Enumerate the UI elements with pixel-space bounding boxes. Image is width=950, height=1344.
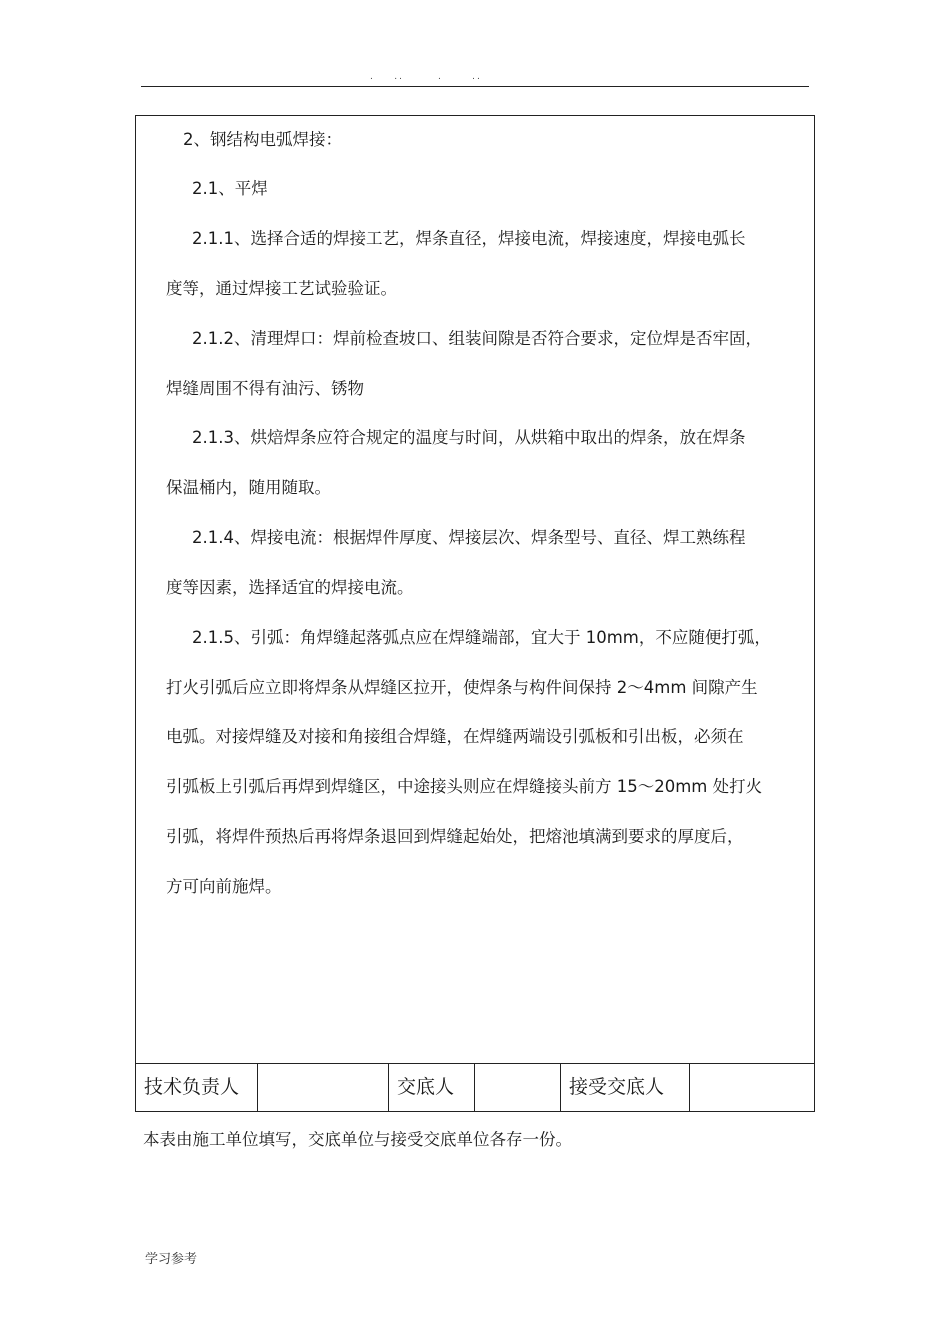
tech-lead-signature-field[interactable] <box>258 1064 389 1112</box>
paragraph-line: 打火引弧后应立即将焊条从焊缝区拉开，使焊条与构件间保持 2～4mm 间隙产生 <box>166 678 758 697</box>
table-footnote: 本表由施工单位填写，交底单位与接受交底单位各存一份。 <box>143 1130 572 1149</box>
signature-row <box>136 1063 814 1112</box>
page-footer: 学习参考 <box>145 1252 198 1267</box>
paragraph-line: 2.1.3、烘焙焊条应符合规定的温度与时间，从烘箱中取出的焊条，放在焊条 <box>192 428 746 447</box>
presenter-signature-field[interactable] <box>475 1064 561 1112</box>
receiver-signature-field[interactable] <box>690 1064 814 1112</box>
paragraph-line: 电弧。对接焊缝及对接和角接组合焊缝，在焊缝两端设引弧板和引出板，必须在 <box>166 727 744 746</box>
paragraph-line: 方可向前施焊。 <box>166 877 282 896</box>
paragraph-line: 2.1.2、清理焊口：焊前检查坡口、组装间隙是否符合要求，定位焊是否牢固， <box>192 329 762 348</box>
paragraph-line: 引弧，将焊件预热后再将焊条退回到焊缝起始处，把熔池填满到要求的厚度后， <box>166 827 744 846</box>
subsection-heading: 2.1、平焊 <box>192 179 268 198</box>
paragraph-line: 引弧板上引弧后再焊到焊缝区，中途接头则应在焊缝接头前方 15～20mm 处打火 <box>166 777 763 796</box>
section-heading: 2、钢结构电弧焊接： <box>183 130 342 149</box>
paragraph-line: 2.1.4、焊接电流：根据焊件厚度、焊接层次、焊条型号、直径、焊工熟练程 <box>192 528 746 547</box>
receiver-label: 接受交底人 <box>561 1064 690 1112</box>
tech-lead-label: 技术负责人 <box>136 1064 258 1112</box>
disclosure-table <box>135 115 815 1112</box>
presenter-label: 交底人 <box>389 1064 475 1112</box>
paragraph-line: 度等因素，选择适宜的焊接电流。 <box>166 578 414 597</box>
paragraph-line: 2.1.1、选择合适的焊接工艺，焊条直径，焊接电流，焊接速度，焊接电弧长 <box>192 229 746 248</box>
paragraph-line: 度等，通过焊接工艺试验验证。 <box>166 279 397 298</box>
paragraph-line: 保温桶内，随用随取。 <box>166 478 331 497</box>
content-cell <box>136 116 814 1063</box>
header-marks: . .. . .. <box>370 72 482 82</box>
paragraph-line: 2.1.5、引弧：角焊缝起落弧点应在焊缝端部，宜大于 10mm，不应随便打弧， <box>192 628 771 647</box>
paragraph-line: 焊缝周围不得有油污、锈物 <box>166 379 364 398</box>
header-rule <box>141 86 809 87</box>
